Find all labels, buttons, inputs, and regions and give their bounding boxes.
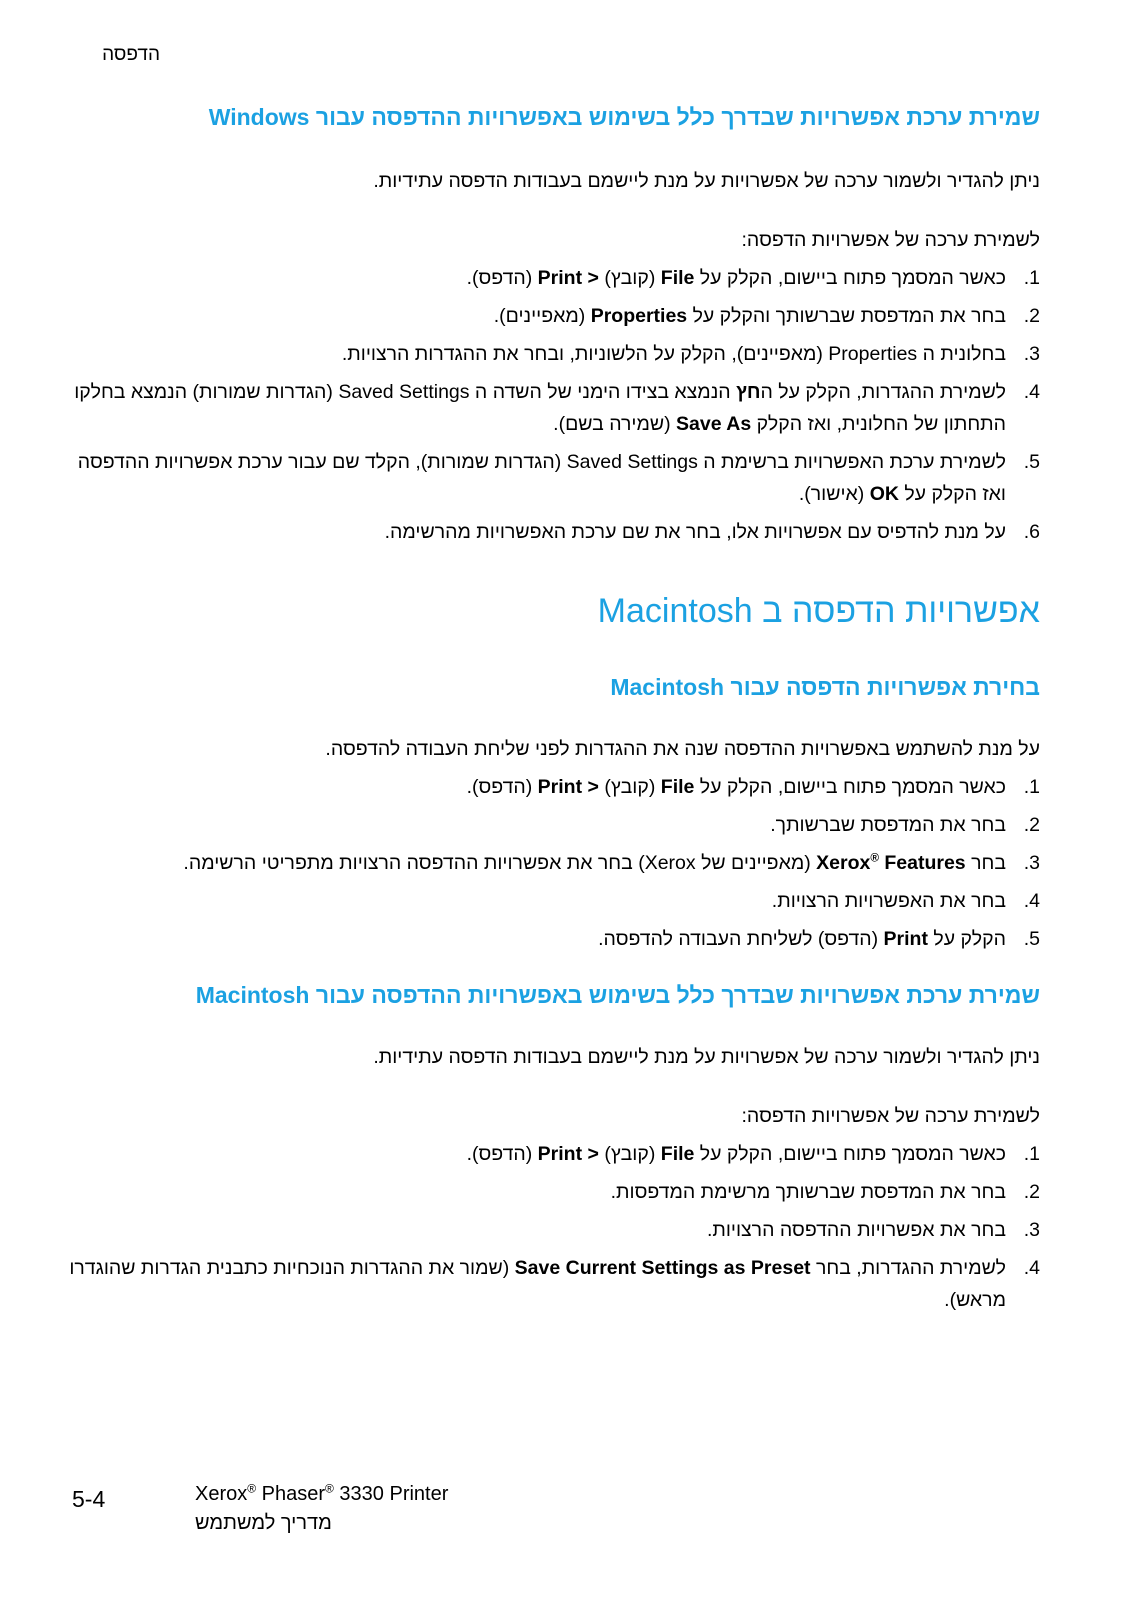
section-mac-select (65, 672, 1040, 702)
step-text: כאשר המסמך פתוח ביישום, הקלק על File (קובץ) < Print (הדפס). (466, 1143, 1006, 1165)
section-heading: שמירת ערכת אפשרויות שבדרך כלל בשימוש באפשרויות ההדפסה עבור Windows (208, 104, 1040, 130)
step-number: 4. (1023, 1257, 1040, 1279)
footer-product: Xerox® Phaser® 3330 Printer (195, 1481, 449, 1505)
step-item (65, 882, 1040, 920)
step-item (65, 844, 1040, 882)
section-intro-block (65, 1038, 1040, 1076)
page-number: 5-4 (72, 1486, 106, 1512)
step-item (65, 1249, 1040, 1319)
step-text: בחר את המדפסת שברשותך מרשימת המדפסות. (610, 1181, 1006, 1203)
section-intro: ניתן להגדיר ולשמור ערכה של אפשרויות על מנת ליישמם בעבודות הדפסה עתידיות. (373, 170, 1040, 192)
step-text: לשמירת ערכת האפשרויות ברשימת ה Saved Settings (הגדרות שמורות), הקלד שם עבור ערכת אפשרויות ההדפסה ואז הקלק על OK (אישור). (77, 451, 1006, 505)
step-number: 3. (1023, 1219, 1040, 1241)
step-number: 4. (1023, 890, 1040, 912)
step-number: 1. (1023, 1143, 1040, 1165)
step-item (65, 1135, 1040, 1173)
section-mac-presets (65, 980, 1040, 1010)
step-item (65, 1173, 1040, 1211)
step-text: לשמירת ההגדרות, בחר Save Current Settings as Preset (שמור את ההגדרות הנוכחיות כתבנית הגדרות שהוגדרו מראש). (69, 1257, 1006, 1311)
step-number: 6. (1023, 521, 1040, 543)
step-number: 5. (1023, 451, 1040, 473)
chapter-title-block (65, 590, 1040, 632)
section-heading: שמירת ערכת אפשרויות שבדרך כלל בשימוש באפשרויות ההדפסה עבור Macintosh (195, 982, 1040, 1008)
step-text: בחר את המדפסת שברשותך. (770, 814, 1006, 836)
step-text: כאשר המסמך פתוח ביישום, הקלק על File (קובץ) < Print (הדפס). (466, 776, 1006, 798)
step-item (65, 373, 1040, 443)
step-text: בחר את אפשרויות ההדפסה הרצויות. (706, 1219, 1006, 1241)
steps-lead: לשמירת ערכה של אפשרויות הדפסה: (741, 229, 1040, 251)
footer-guide-title: מדריך למשתמש (195, 1512, 332, 1534)
steps-block (65, 221, 1040, 551)
step-text: לשמירת ההגדרות, הקלק על החץ הנמצא בצידו הימני של השדה ה Saved Settings (הגדרות שמורות) הנמצא בחלקו התחתון של החלונית, ואז הקלק Save As (שמירה בשם). (74, 381, 1006, 435)
steps-block (65, 1097, 1040, 1319)
section-intro: ניתן להגדיר ולשמור ערכה של אפשרויות על מנת ליישמם בעבודות הדפסה עתידיות. (373, 1046, 1040, 1068)
steps-list (65, 1135, 1040, 1319)
step-item (65, 920, 1040, 958)
step-item (65, 513, 1040, 551)
step-text: הקלק על Print (הדפס) לשליחת העבודה להדפסה. (598, 928, 1006, 950)
running-header: הדפסה (102, 44, 160, 65)
step-number: 3. (1023, 852, 1040, 874)
chapter-title: אפשרויות הדפסה ב Macintosh (597, 592, 1040, 630)
step-item (65, 806, 1040, 844)
section-heading: בחירת אפשרויות הדפסה עבור Macintosh (610, 674, 1040, 700)
step-number: 5. (1023, 928, 1040, 950)
step-text: בחלונית ה Properties (מאפיינים), הקלק על הלשוניות, ובחר את ההגדרות הרצויות. (341, 343, 1006, 365)
step-number: 3. (1023, 343, 1040, 365)
steps-list (65, 259, 1040, 551)
step-number: 2. (1023, 814, 1040, 836)
steps-block (65, 730, 1040, 958)
step-number: 1. (1023, 776, 1040, 798)
step-item (65, 443, 1040, 513)
step-number: 1. (1023, 267, 1040, 289)
step-item (65, 335, 1040, 373)
steps-lead: לשמירת ערכה של אפשרויות הדפסה: (741, 1105, 1040, 1127)
steps-list (65, 768, 1040, 958)
step-item (65, 1211, 1040, 1249)
section-intro: על מנת להשתמש באפשרויות ההדפסה שנה את ההגדרות לפני שליחת העבודה להדפסה. (325, 738, 1040, 760)
step-text: בחר Xerox® Features (מאפיינים של Xerox) בחר את אפשרויות ההדפסה הרצויות מתפריטי הרשימה. (183, 851, 1006, 874)
step-text: כאשר המסמך פתוח ביישום, הקלק על File (קובץ) < Print (הדפס). (466, 267, 1006, 289)
section-intro-block (65, 162, 1040, 200)
step-text: בחר את המדפסת שברשותך והקלק על Properties (מאפיינים). (493, 305, 1006, 327)
section-windows-presets (65, 102, 1040, 132)
step-text: על מנת להדפיס עם אפשרויות אלו, בחר את שם ערכת האפשרויות מהרשימה. (384, 521, 1006, 543)
step-number: 4. (1023, 381, 1040, 403)
step-text: בחר את האפשרויות הרצויות. (771, 890, 1006, 912)
step-number: 2. (1023, 305, 1040, 327)
step-item (65, 259, 1040, 297)
step-item (65, 768, 1040, 806)
step-number: 2. (1023, 1181, 1040, 1203)
step-item (65, 297, 1040, 335)
